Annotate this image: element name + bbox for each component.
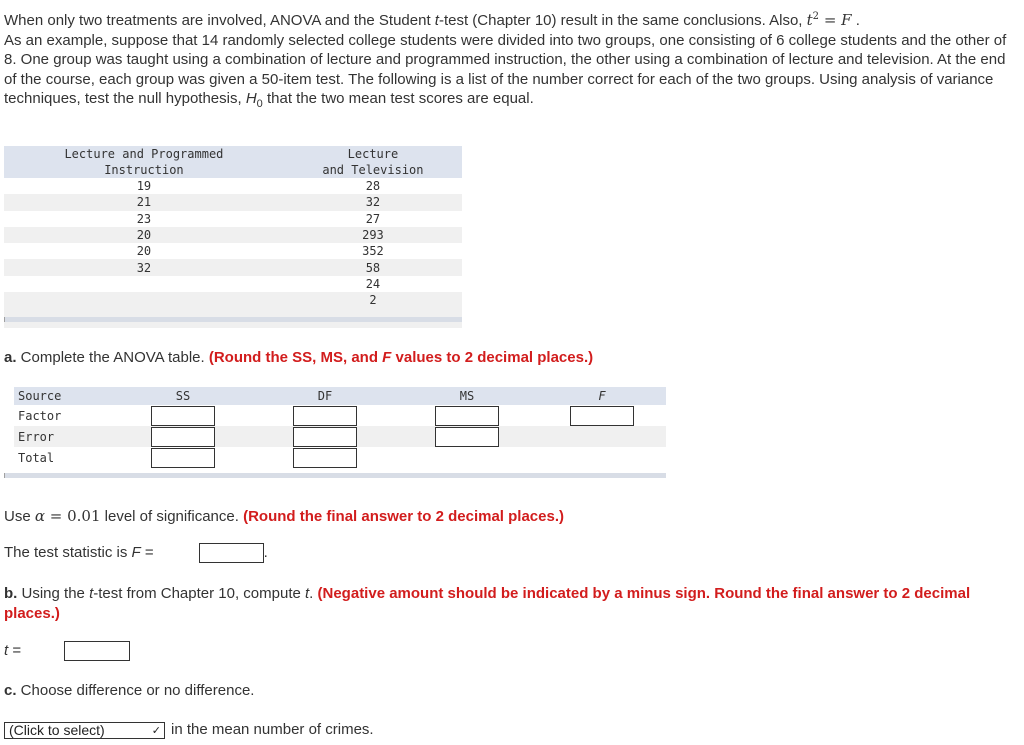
test-stat-f: F <box>131 543 141 561</box>
part-b-text2: -test from Chapter 10, compute <box>93 585 305 602</box>
part-a-instruction <box>209 349 593 366</box>
error-df-input[interactable] <box>293 427 357 447</box>
anova-header-f <box>538 387 666 405</box>
eq-end: . <box>851 12 860 29</box>
test-stat-end: . <box>263 543 268 561</box>
television-value: 58 <box>284 259 462 275</box>
sig-instruction: (Round the final answer to 2 decimal places.) <box>243 508 564 525</box>
television-value: 24 <box>365 276 381 291</box>
television-value: 2 <box>284 292 462 308</box>
eq-t: t <box>806 11 813 29</box>
anova-row-error: Error <box>14 426 112 447</box>
data-table <box>4 146 462 328</box>
intro-t-italic: t <box>434 12 439 29</box>
t-label: t <box>4 641 9 659</box>
anova-header-f-text: F <box>598 389 606 403</box>
col-header-television <box>284 146 462 178</box>
part-c-label: c. <box>4 682 17 699</box>
col1-header-line1: Lecture and Programmed <box>64 147 224 161</box>
intro-text-1: When only two treatments are involved, ANOVA and the Student <box>4 12 435 29</box>
part-a-prompt <box>4 349 593 366</box>
table-row <box>4 292 462 308</box>
table-row <box>4 276 462 292</box>
part-b-text3: . <box>309 585 318 602</box>
television-value: 27 <box>365 211 381 226</box>
col2-header-line1: Lecture <box>347 147 399 161</box>
error-ms-input[interactable] <box>435 427 499 447</box>
test-stat-text: The test statistic is <box>4 543 132 561</box>
t-answer-line <box>4 641 130 661</box>
error-ss-input[interactable] <box>151 427 215 447</box>
part-a-text: Complete the ANOVA table. <box>16 349 209 366</box>
intro-text-3: As an example, suppose that 14 randomly selected college students were divided into two groups, one consisting of 6 college students and the other of 8. One group was taught using a combination of lecture and programmed instruction, the other using a combination of lecture and television. At the end of the course, each group was given a 50-item test. The following is a list of the number correct for each of the two groups. Using analysis of variance techniques, test the null hypothesis, <box>4 31 1007 108</box>
sig-pre: Use <box>4 508 35 525</box>
part-a-label: a. <box>4 349 17 366</box>
programmed-value: 21 <box>4 194 284 210</box>
programmed-value: 20 <box>136 244 152 259</box>
col2-header-line2: and Television <box>322 163 424 177</box>
anova-row-factor: Factor <box>18 408 62 423</box>
difference-select[interactable] <box>4 722 165 739</box>
select-trailing-text: in the mean number of crimes. <box>171 721 374 738</box>
test-stat-equals: = <box>140 543 154 561</box>
col1-header-line2: Instruction <box>104 163 184 177</box>
t-equals: = <box>8 641 22 659</box>
television-value: 28 <box>365 179 381 194</box>
total-df-input[interactable] <box>293 448 357 468</box>
table-separator <box>4 317 462 322</box>
part-c-prompt <box>4 682 254 699</box>
anova-header-df: DF <box>254 387 396 405</box>
part-a-instruction-post: values to 2 decimal places.) <box>391 349 594 366</box>
intro-text-2: -test (Chapter 10) result in the same conclusions. Also, <box>438 12 807 29</box>
table-row <box>4 227 462 243</box>
anova-header-ms: MS <box>396 387 538 405</box>
anova-separator <box>4 473 666 478</box>
test-statistic-input[interactable] <box>199 543 264 563</box>
part-c-text: Choose difference or no difference. <box>16 682 255 699</box>
television-value: 32 <box>284 194 462 210</box>
sig-post: level of significance. <box>100 508 244 525</box>
programmed-value <box>4 276 284 292</box>
anova-header-source: Source <box>14 387 112 405</box>
table-row <box>4 259 462 275</box>
table-row <box>4 178 462 194</box>
part-a-instruction-f: F <box>382 349 392 366</box>
significance-line <box>4 507 564 525</box>
table-row <box>4 243 462 259</box>
programmed-value: 19 <box>136 179 152 194</box>
eq-superscript: 2 <box>812 11 820 22</box>
programmed-value: 32 <box>4 259 284 275</box>
programmed-value: 23 <box>136 211 152 226</box>
eq-equals: = <box>819 11 842 29</box>
part-b-t: t <box>89 585 94 602</box>
television-value: 293 <box>284 227 462 243</box>
programmed-value <box>4 292 284 308</box>
problem-intro <box>4 7 1016 115</box>
select-value: (Click to select) <box>9 722 105 738</box>
alpha-symbol: α <box>34 507 45 525</box>
table-row <box>4 194 462 210</box>
col-header-programmed <box>4 146 284 178</box>
t-input[interactable] <box>64 641 130 661</box>
anova-header-ss: SS <box>112 387 254 405</box>
h0-subscript: 0 <box>256 98 263 111</box>
part-b-text1: Using the <box>17 585 90 602</box>
part-b-label: b. <box>4 585 18 602</box>
eq-f: F <box>841 11 852 29</box>
factor-f-input[interactable] <box>570 406 634 426</box>
factor-df-input[interactable] <box>293 406 357 426</box>
part-b-prompt <box>4 584 1004 623</box>
factor-ms-input[interactable] <box>435 406 499 426</box>
chevron-down-icon: ✓ <box>151 725 161 737</box>
intro-text-4: that the two mean test scores are equal. <box>262 90 534 108</box>
anova-row-total: Total <box>18 450 55 465</box>
part-b-t2: t <box>305 585 310 602</box>
table-row <box>4 211 462 227</box>
factor-ss-input[interactable] <box>151 406 215 426</box>
anova-table <box>14 387 666 468</box>
television-value: 352 <box>362 244 384 259</box>
part-b-instruction: (Negative amount should be indicated by a minus sign. Round the final answer to 2 decimal places.) <box>4 585 971 622</box>
test-statistic-line <box>4 543 268 563</box>
total-ss-input[interactable] <box>151 448 215 468</box>
h0-symbol: H <box>245 90 257 108</box>
programmed-value: 20 <box>4 227 284 243</box>
part-a-instruction-pre: (Round the SS, MS, and <box>208 349 383 366</box>
alpha-value: 0.01 <box>67 507 101 525</box>
sig-equals: = <box>44 507 68 525</box>
